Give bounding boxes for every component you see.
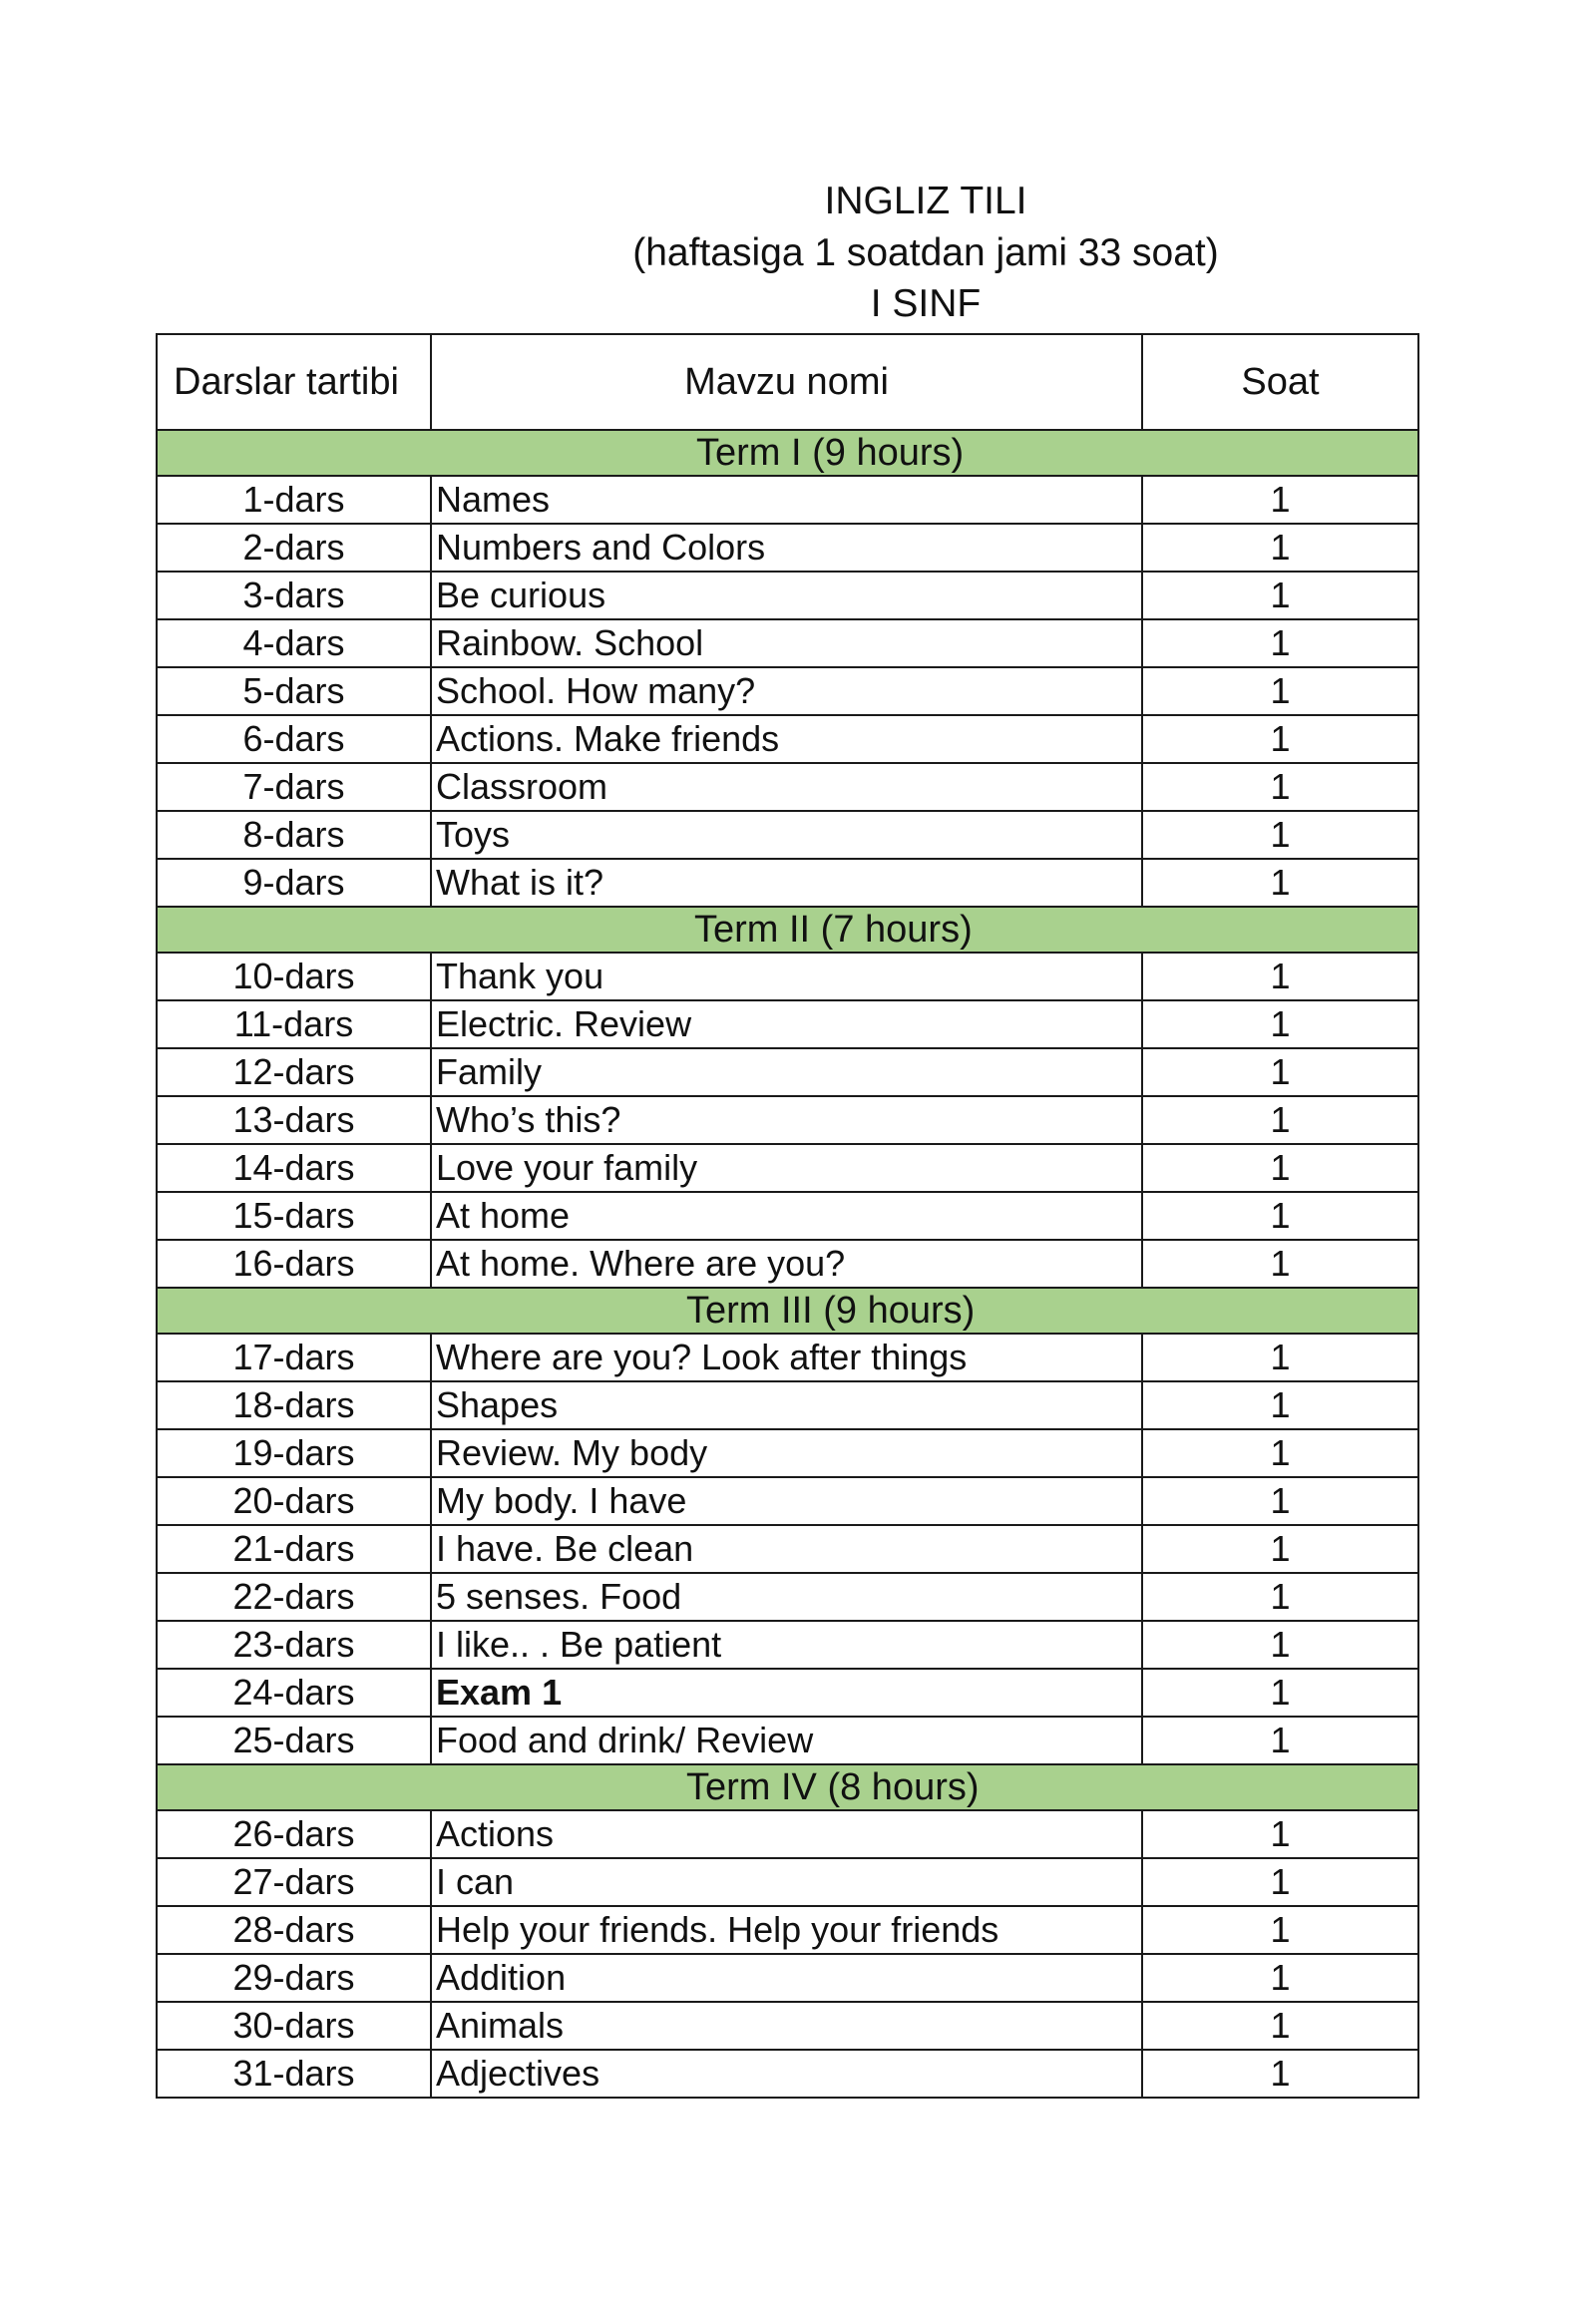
topic-cell: Animals <box>431 2002 1142 2050</box>
term-label: Term I (9 hours) <box>157 430 1418 476</box>
hours-cell: 1 <box>1142 1525 1418 1573</box>
topic-cell: Food and drink/ Review <box>431 1717 1142 1764</box>
topic-cell: Family <box>431 1048 1142 1096</box>
hours-cell: 1 <box>1142 1144 1418 1192</box>
lesson-number-cell: 20-dars <box>157 1477 431 1525</box>
lesson-number-cell: 11-dars <box>157 1000 431 1048</box>
topic-cell: Classroom <box>431 763 1142 811</box>
column-header-topic: Mavzu nomi <box>431 334 1142 430</box>
topic-cell: At home. Where are you? <box>431 1240 1142 1288</box>
column-header-lesson: Darslar tartibi <box>157 334 431 430</box>
hours-cell: 1 <box>1142 619 1418 667</box>
lesson-number-cell: 6-dars <box>157 715 431 763</box>
lesson-number-cell: 28-dars <box>157 1906 431 1954</box>
document-subtitle: (haftasiga 1 soatdan jami 33 soat) <box>632 231 1219 274</box>
table-row <box>157 1048 1418 1096</box>
hours-cell: 1 <box>1142 1429 1418 1477</box>
topic-cell: Adjectives <box>431 2050 1142 2098</box>
table-row <box>157 1000 1418 1048</box>
topic-cell: Toys <box>431 811 1142 859</box>
hours-cell: 1 <box>1142 476 1418 524</box>
table-row <box>157 2002 1418 2050</box>
topic-cell: Actions. Make friends <box>431 715 1142 763</box>
term-label: Term II (7 hours) <box>157 907 1418 953</box>
column-header-hours: Soat <box>1142 334 1418 430</box>
topic-cell: Thank you <box>431 953 1142 1000</box>
topic-cell: Help your friends. Help your friends <box>431 1906 1142 1954</box>
term-label: Term III (9 hours) <box>157 1288 1418 1334</box>
topic-cell: Shapes <box>431 1381 1142 1429</box>
topic-cell: I can <box>431 1858 1142 1906</box>
term-label: Term IV (8 hours) <box>157 1764 1418 1810</box>
topic-cell: What is it? <box>431 859 1142 907</box>
lesson-number-cell: 31-dars <box>157 2050 431 2098</box>
lesson-number-cell: 30-dars <box>157 2002 431 2050</box>
table-row <box>157 1525 1418 1573</box>
table-row <box>157 476 1418 524</box>
topic-cell: Be curious <box>431 572 1142 619</box>
table-row <box>157 572 1418 619</box>
hours-cell: 1 <box>1142 1381 1418 1429</box>
document-title: INGLIZ TILI <box>824 180 1027 222</box>
table-row <box>157 1621 1418 1669</box>
hours-cell: 1 <box>1142 1810 1418 1858</box>
topic-cell: Exam 1 <box>431 1669 1142 1717</box>
lesson-number-cell: 5-dars <box>157 667 431 715</box>
hours-cell: 1 <box>1142 1573 1418 1621</box>
topic-cell: I have. Be clean <box>431 1525 1142 1573</box>
table-row <box>157 1429 1418 1477</box>
hours-cell: 1 <box>1142 1096 1418 1144</box>
table-row <box>157 619 1418 667</box>
lesson-number-cell: 26-dars <box>157 1810 431 1858</box>
hours-cell: 1 <box>1142 524 1418 572</box>
hours-cell: 1 <box>1142 1717 1418 1764</box>
topic-cell: At home <box>431 1192 1142 1240</box>
term-header-row <box>157 430 1418 476</box>
table-row <box>157 953 1418 1000</box>
table-row <box>157 1381 1418 1429</box>
hours-cell: 1 <box>1142 2002 1418 2050</box>
lesson-plan-table <box>156 333 1419 2099</box>
table-row <box>157 2050 1418 2098</box>
lesson-number-cell: 22-dars <box>157 1573 431 1621</box>
lesson-number-cell: 14-dars <box>157 1144 431 1192</box>
table-row <box>157 1477 1418 1525</box>
table-row <box>157 1810 1418 1858</box>
table-row <box>157 1906 1418 1954</box>
lesson-number-cell: 24-dars <box>157 1669 431 1717</box>
topic-cell: 5 senses. Food <box>431 1573 1142 1621</box>
hours-cell: 1 <box>1142 667 1418 715</box>
table-row <box>157 715 1418 763</box>
topic-cell: Rainbow. School <box>431 619 1142 667</box>
term-header-row <box>157 907 1418 953</box>
hours-cell: 1 <box>1142 1906 1418 1954</box>
lesson-number-cell: 10-dars <box>157 953 431 1000</box>
grade-label: I SINF <box>870 282 982 325</box>
table-row <box>157 1334 1418 1381</box>
hours-cell: 1 <box>1142 1240 1418 1288</box>
topic-cell: Numbers and Colors <box>431 524 1142 572</box>
lesson-number-cell: 7-dars <box>157 763 431 811</box>
hours-cell: 1 <box>1142 1334 1418 1381</box>
table-row <box>157 811 1418 859</box>
lesson-number-cell: 8-dars <box>157 811 431 859</box>
topic-cell: Where are you? Look after things <box>431 1334 1142 1381</box>
table-row <box>157 859 1418 907</box>
hours-cell: 1 <box>1142 1477 1418 1525</box>
table-row <box>157 1240 1418 1288</box>
lesson-number-cell: 1-dars <box>157 476 431 524</box>
hours-cell: 1 <box>1142 811 1418 859</box>
lesson-number-cell: 9-dars <box>157 859 431 907</box>
table-body <box>157 430 1418 2098</box>
lesson-number-cell: 27-dars <box>157 1858 431 1906</box>
table-row <box>157 763 1418 811</box>
lesson-number-cell: 16-dars <box>157 1240 431 1288</box>
hours-cell: 1 <box>1142 1954 1418 2002</box>
hours-cell: 1 <box>1142 1669 1418 1717</box>
table-row <box>157 1717 1418 1764</box>
topic-cell: Review. My body <box>431 1429 1142 1477</box>
topic-cell: Love your family <box>431 1144 1142 1192</box>
hours-cell: 1 <box>1142 953 1418 1000</box>
hours-cell: 1 <box>1142 1858 1418 1906</box>
table-header-row <box>157 334 1418 430</box>
hours-cell: 1 <box>1142 1192 1418 1240</box>
hours-cell: 1 <box>1142 1621 1418 1669</box>
table-row <box>157 1669 1418 1717</box>
topic-cell: Names <box>431 476 1142 524</box>
table-row <box>157 1192 1418 1240</box>
term-header-row <box>157 1764 1418 1810</box>
hours-cell: 1 <box>1142 763 1418 811</box>
table-row <box>157 1858 1418 1906</box>
lesson-number-cell: 23-dars <box>157 1621 431 1669</box>
hours-cell: 1 <box>1142 1048 1418 1096</box>
lesson-number-cell: 25-dars <box>157 1717 431 1764</box>
hours-cell: 1 <box>1142 1000 1418 1048</box>
topic-cell: Addition <box>431 1954 1142 2002</box>
topic-cell: Actions <box>431 1810 1142 1858</box>
table-row <box>157 1954 1418 2002</box>
hours-cell: 1 <box>1142 715 1418 763</box>
lesson-number-cell: 4-dars <box>157 619 431 667</box>
lesson-number-cell: 17-dars <box>157 1334 431 1381</box>
table-row <box>157 1144 1418 1192</box>
term-header-row <box>157 1288 1418 1334</box>
hours-cell: 1 <box>1142 2050 1418 2098</box>
topic-cell: School. How many? <box>431 667 1142 715</box>
lesson-number-cell: 3-dars <box>157 572 431 619</box>
table-row <box>157 524 1418 572</box>
lesson-number-cell: 29-dars <box>157 1954 431 2002</box>
lesson-number-cell: 13-dars <box>157 1096 431 1144</box>
lesson-number-cell: 21-dars <box>157 1525 431 1573</box>
topic-cell: I like.. . Be patient <box>431 1621 1142 1669</box>
lesson-number-cell: 2-dars <box>157 524 431 572</box>
table-row <box>157 1096 1418 1144</box>
lesson-number-cell: 19-dars <box>157 1429 431 1477</box>
topic-cell: Electric. Review <box>431 1000 1142 1048</box>
hours-cell: 1 <box>1142 859 1418 907</box>
table-row <box>157 1573 1418 1621</box>
topic-cell: My body. I have <box>431 1477 1142 1525</box>
table-row <box>157 667 1418 715</box>
lesson-number-cell: 12-dars <box>157 1048 431 1096</box>
lesson-number-cell: 18-dars <box>157 1381 431 1429</box>
topic-cell: Who’s this? <box>431 1096 1142 1144</box>
lesson-number-cell: 15-dars <box>157 1192 431 1240</box>
hours-cell: 1 <box>1142 572 1418 619</box>
